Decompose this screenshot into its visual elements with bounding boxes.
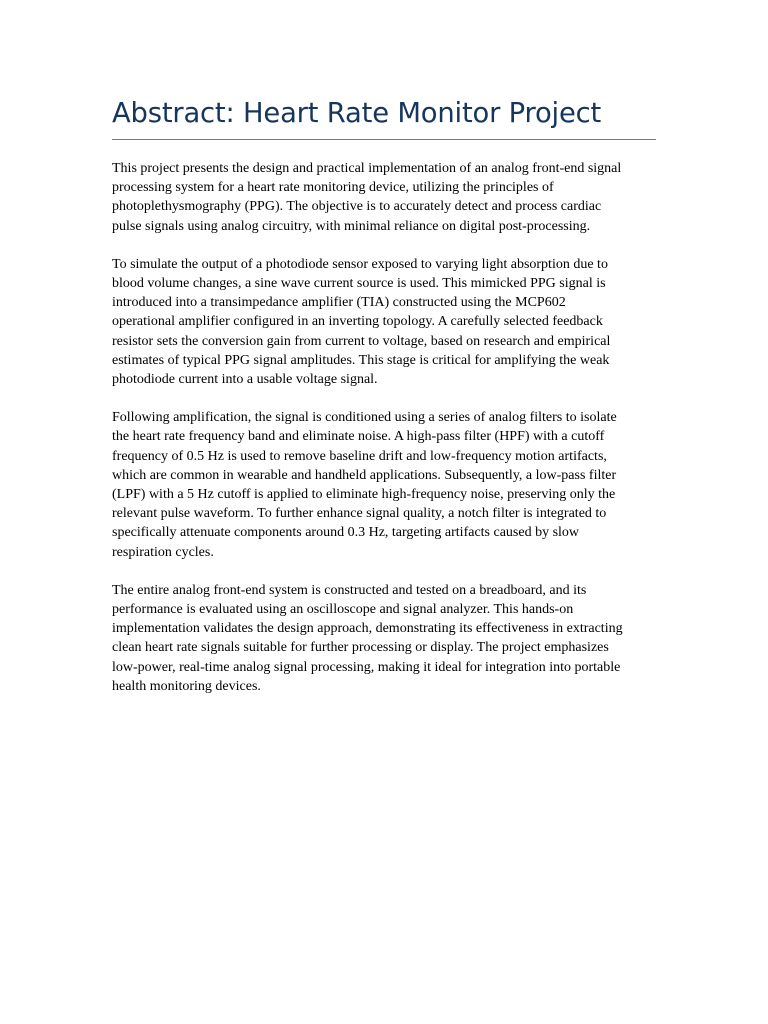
paragraph-line: Following amplification, the signal is conditioned using a series of analog filters to isolate — [112, 410, 617, 426]
body-paragraph — [112, 159, 660, 236]
paragraph-line: This project presents the design and practical implementation of an analog front-end signal — [112, 161, 622, 176]
paragraph-line: To simulate the output of a photodiode sensor exposed to varying light absorption due to — [112, 256, 608, 272]
paragraph-line: health monitoring devices. — [112, 678, 261, 694]
paragraph-line: operational amplifier configured in an inverting topology. A carefully selected feedback — [112, 314, 603, 330]
body-paragraph — [112, 581, 660, 696]
paragraph-line: processing system for a heart rate monitoring device, utilizing the principles of — [112, 180, 554, 196]
paragraph-line: respiration cycles. — [112, 544, 214, 560]
body-paragraph — [112, 408, 660, 562]
paragraph-line: relevant pulse waveform. To further enhance signal quality, a notch filter is integrated to — [112, 506, 607, 522]
paragraph-line: frequency of 0.5 Hz is used to remove baseline drift and low-frequency motion artifacts, — [112, 448, 607, 464]
paragraph-line: the heart rate frequency band and eliminate noise. A high-pass filter (HPF) with a cutoff — [112, 429, 605, 445]
paragraph-line: photoplethysmography (PPG). The objective is to accurately detect and process cardiac — [112, 199, 602, 215]
paragraph-line: performance is evaluated using an oscilloscope and signal analyzer. This hands-on — [112, 602, 574, 618]
page-title: Abstract: Heart Rate Monitor Project — [112, 96, 602, 129]
paragraph-line: resistor sets the conversion gain from current to voltage, based on research and empirical — [112, 333, 611, 349]
paragraph-line: photodiode current into a usable voltage signal. — [112, 372, 378, 388]
paragraph-line: implementation validates the design approach, demonstrating its effectiveness in extracting — [112, 621, 623, 637]
paragraph-line: low-power, real-time analog signal processing, making it ideal for integration into portable — [112, 659, 621, 675]
paragraph-line: estimates of typical PPG signal amplitudes. This stage is critical for amplifying the weak — [112, 352, 610, 368]
paragraph-line: pulse signals using analog circuitry, with minimal reliance on digital post-processing. — [112, 218, 591, 234]
paragraph-line: introduced into a transimpedance amplifier (TIA) constructed using the MCP602 — [112, 295, 566, 311]
paragraph-line: (LPF) with a 5 Hz cutoff is applied to eliminate high-frequency noise, preserving only the — [112, 487, 616, 503]
paragraph-line: The entire analog front-end system is constructed and tested on a breadboard, and its — [112, 582, 587, 598]
body-paragraph — [112, 255, 660, 389]
paragraph-line: which are common in wearable and handheld applications. Subsequently, a low-pass filter — [112, 467, 617, 483]
document-body — [112, 159, 660, 715]
paragraph-line: blood volume changes, a sine wave current source is used. This mimicked PPG signal is — [112, 276, 606, 292]
paragraph-line: specifically attenuate components around 0.3 Hz, targeting artifacts caused by slow — [112, 525, 580, 541]
title-underline — [112, 139, 656, 140]
paragraph-line: clean heart rate signals suitable for further processing or display. The project emphasizes — [112, 640, 609, 656]
